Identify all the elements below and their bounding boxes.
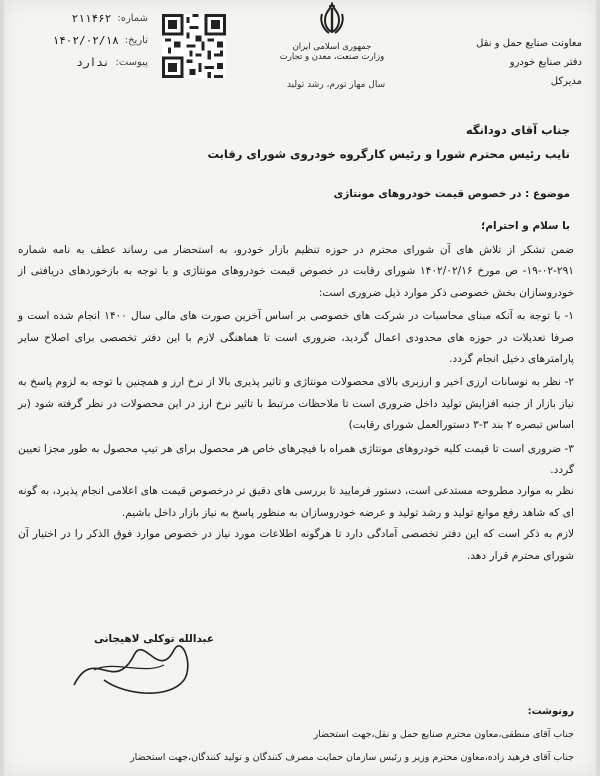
number-label: شماره: (117, 13, 148, 24)
letter-page (4, 0, 596, 776)
carbon-copy (18, 700, 574, 769)
greeting: با سلام و احترام؛ (481, 220, 570, 232)
org-line: معاونت صنایع حمل و نقل (476, 38, 582, 49)
letter-number-row (40, 8, 148, 30)
list-item: ۲- نظر به نوسانات ارزی اخیر و ارزبری بالای محصولات مونتاژی و تاثیر پذیری بالا از نرخ ارز و همچنین با توجه به لزوم پاسخ به نیاز بازار از جنبه افزایش تولید داخل ضروری است تا ملاحظات مرتبط با تاثیر نرخ ارز در این محصولات در نظر گرفته شود (بر اساس تبصره ۲ بند ۳-۳ دستورالعمل شورای رقابت) (18, 376, 574, 432)
signatory-name: عبدالله توکلی لاهیجانی (93, 633, 214, 645)
cc-line: جناب آقای منطقی،معاون محترم صنایع حمل و نقل،جهت استحضار (313, 729, 574, 740)
subject-line: موضوع : در خصوص قیمت خودروهای مونتاژی (333, 188, 570, 200)
emblem-block (272, 2, 392, 112)
org-line: مدیرکل (550, 76, 582, 87)
addressee-name: جناب آقای دودانگه (465, 123, 570, 137)
iran-emblem-icon (317, 2, 347, 36)
org-line: دفتر صنایع خودرو (509, 57, 582, 68)
date-value: ۱۴۰۲/۰۲/۱۸ (52, 34, 119, 47)
letter-meta (40, 8, 148, 74)
letter-body (18, 240, 574, 567)
year-slogan: سال مهار تورم، رشد تولید (286, 80, 386, 90)
cc-line: جناب آقای فرهید زاده،معاون محترم وزیر و رئیس سازمان حمایت مصرف کنندگان و تولید کنندگان،جهت استحضار (130, 752, 574, 763)
number-value: ۲۱۱۴۶۲ (71, 12, 112, 25)
letter-date-row (40, 30, 148, 52)
attachment-row (40, 52, 148, 74)
list-item: ۱- با توجه به آنکه مبنای محاسبات در شرکت های خصوصی بر اساس آخرین صورت های مالی سال ۱۴۰۰ انجام شده است و صرفا تعدیلات در حوزه های محدودی اعمال گردید، ضروری است تا هماهنگی لازم با این دفتر تخصصی برای اصلاح سایر پارامترهای دخیل انجام گردد. (18, 310, 574, 366)
closing-paragraph: لازم به ذکر است که این دفتر تخصصی آمادگی دارد تا هرگونه اطلاعات مورد نیاز در خصوص موارد فوق الذکر را در اختیار آن شورای محترم قرار دهد. (18, 528, 574, 562)
qr-code-icon (162, 14, 226, 78)
attachment-label: پیوست: (115, 57, 148, 68)
intro-paragraph: ضمن تشکر از تلاش های آن شورای محترم در حوزه تنظیم بازار خودرو، به استحضار می رساند عطف به نامه شماره ۲۹۱-۰۲-۱۹- ص مورخ ۱۴۰۲/۰۲/۱۶ شورای رقابت در خصوص قیمت خودروهای مونتاژی و با توجه به بازخوردهای دریافتی از خودروسازان بخش خصوصی ذکر موارد ذیل ضروری است: (18, 244, 574, 299)
ministry-name: وزارت صنعت، معدن و تجارت (279, 52, 385, 62)
attachment-value: ندارد (76, 56, 110, 69)
cc-title: رونوشت: (527, 706, 574, 717)
emblem-caption: جمهوری اسلامی ایران (292, 42, 372, 52)
addressee (50, 118, 570, 166)
request-paragraph: نظر به موارد مطروحه مستدعی است، دستور فرمایید تا بررسی های دقیق تر درخصوص قیمت های اعلامی انجام پذیرد، به گونه ای که شاهد رفع موانع تولید و رشد تولید و عرضه خودروسازان به منظور پاسخ به نیاز بازار داخل باشیم. (18, 485, 574, 519)
organization-block (432, 34, 582, 91)
date-label: تاریخ: (124, 35, 148, 46)
list-item: ۳- ضروری است تا قیمت کلیه خودروهای مونتاژی همراه با فیچرهای خاص هر محصول برای هر تیپ محصول به طور مجزا تعیین گردد. (18, 442, 574, 477)
addressee-title: نایب رئیس محترم شورا و رئیس کارگروه خودروی شورای رقابت (207, 147, 570, 161)
